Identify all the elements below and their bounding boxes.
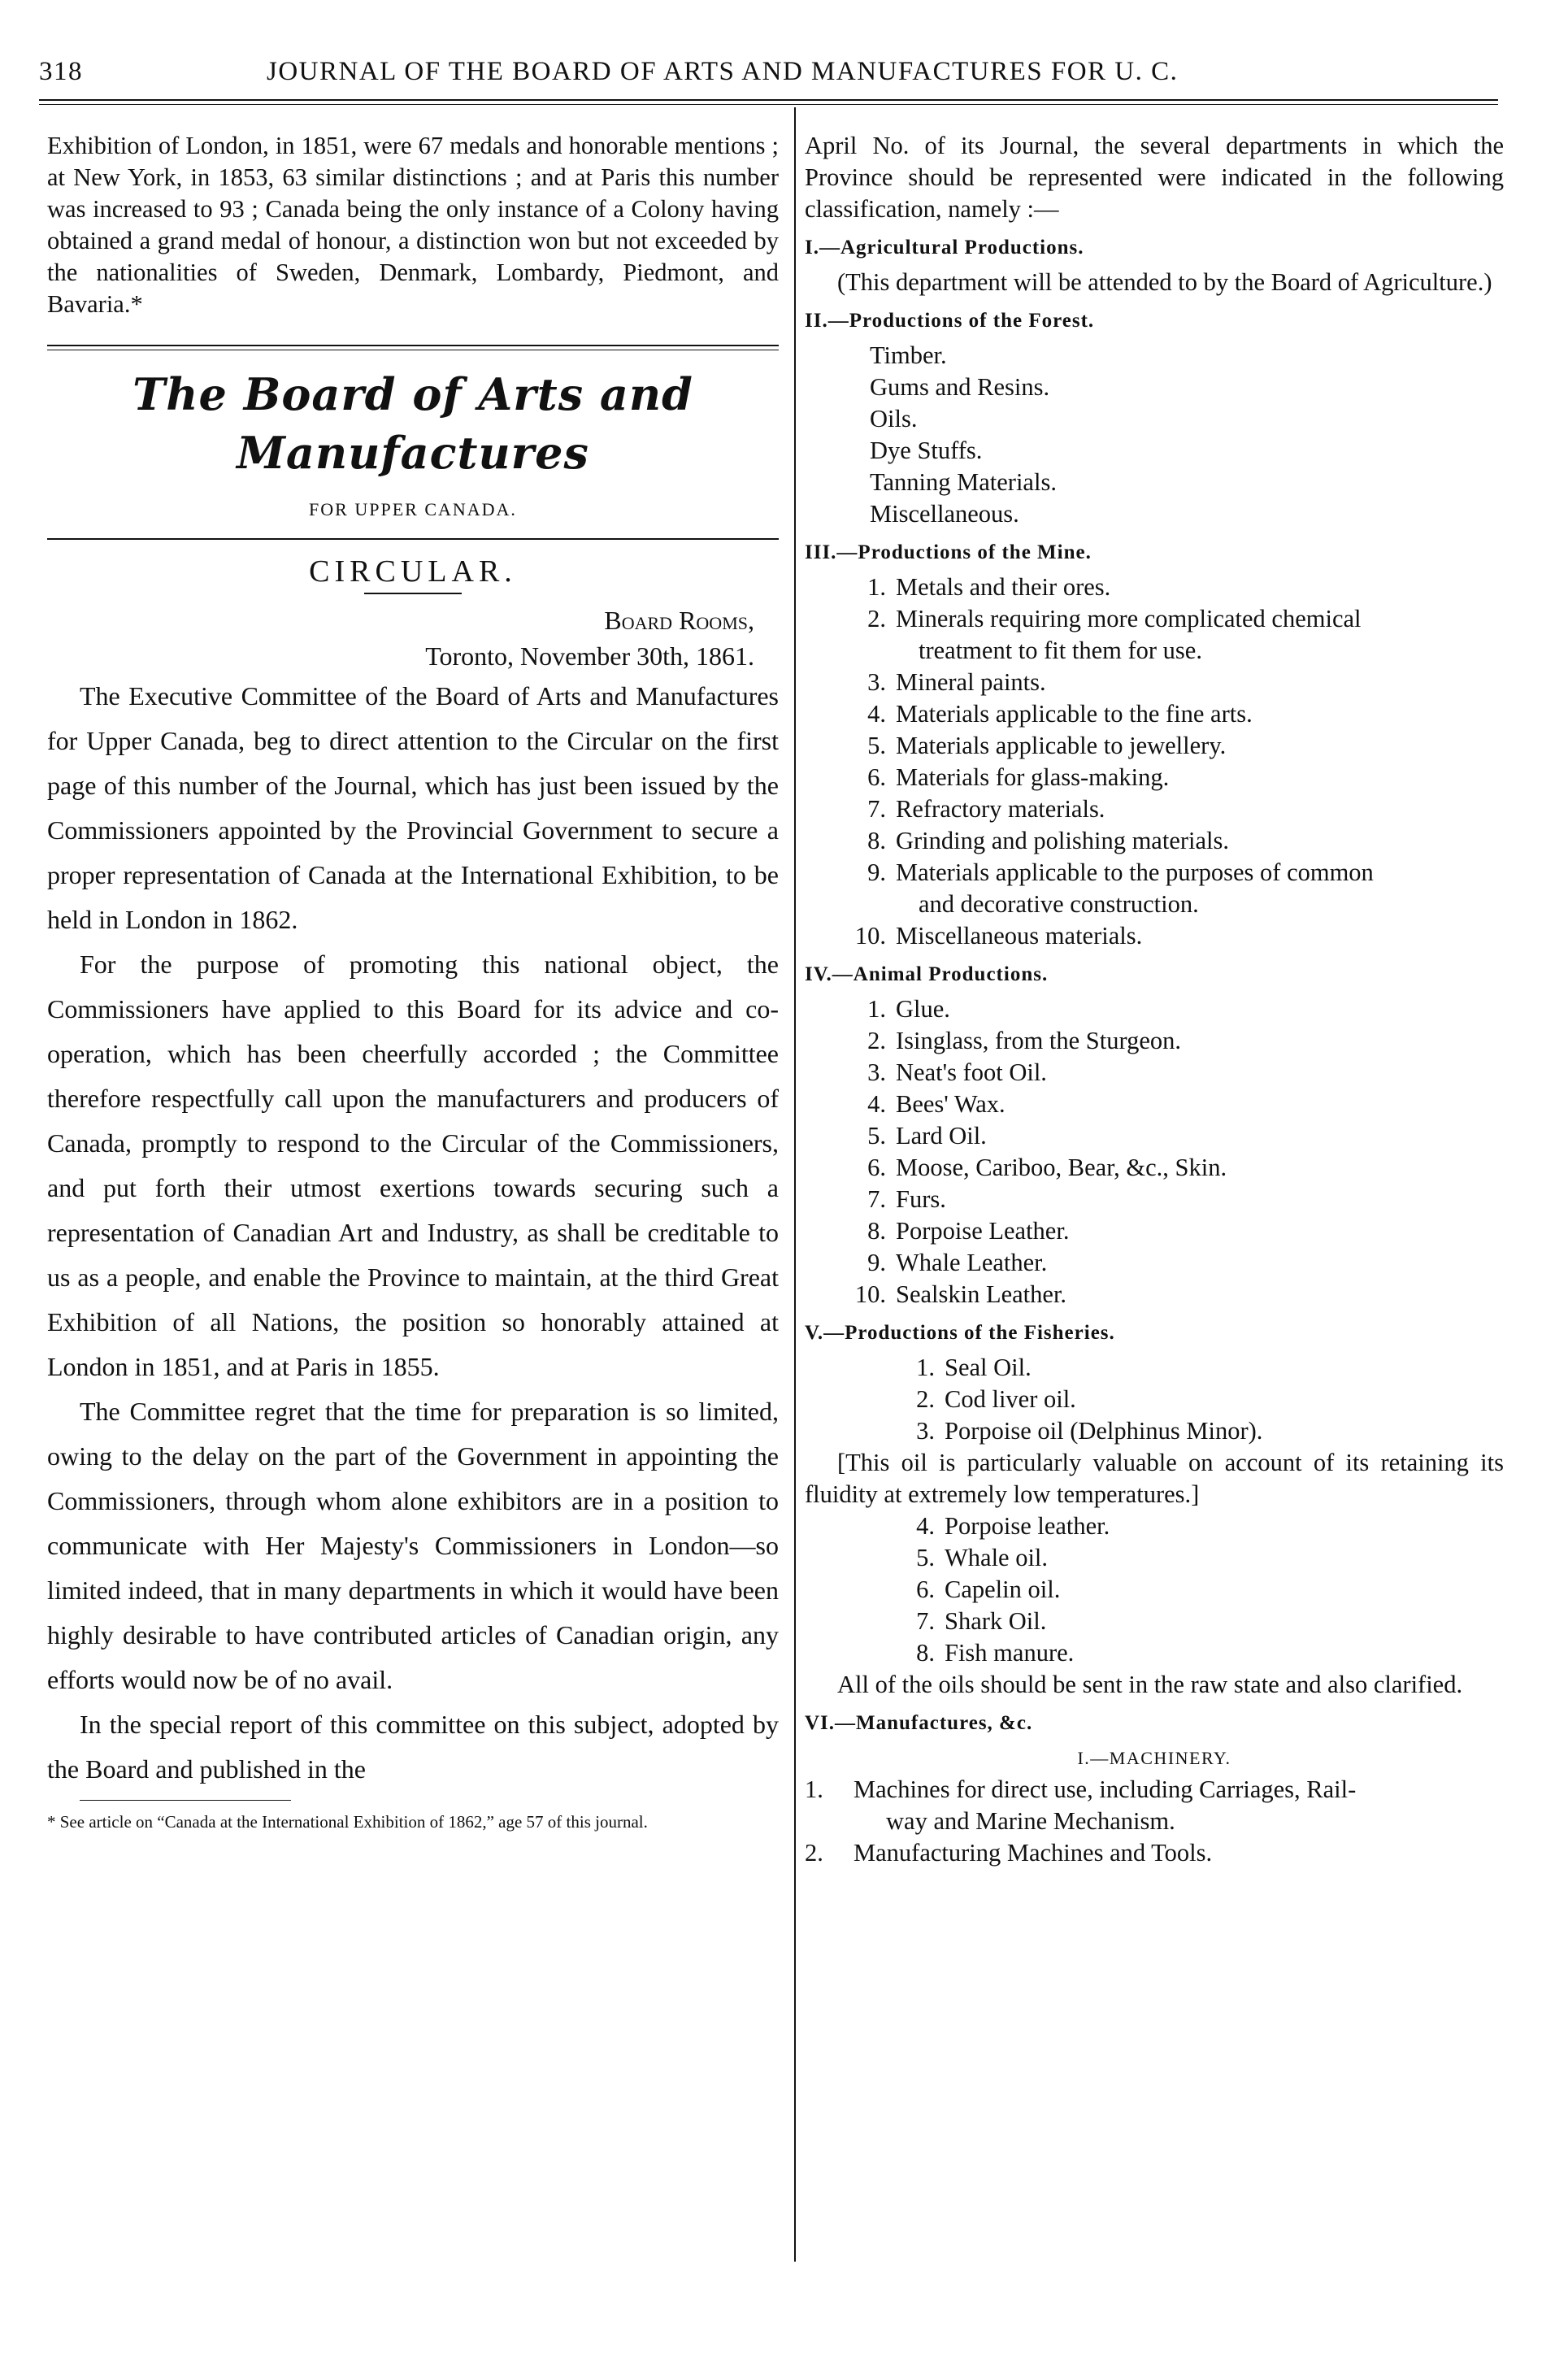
item-text: Manufacturing Machines and Tools. bbox=[853, 1839, 1213, 1867]
dept-5-list-b bbox=[805, 1510, 1504, 1669]
numbered-item bbox=[805, 1120, 1504, 1152]
numbered-item bbox=[805, 698, 1504, 730]
item-number: 1. bbox=[916, 1354, 935, 1381]
item-text: Neat's foot Oil. bbox=[896, 1058, 1047, 1086]
item-number: 7. bbox=[867, 795, 886, 823]
list-item: Gums and Resins. bbox=[870, 373, 1050, 401]
item-number: 3. bbox=[916, 1417, 935, 1445]
circular-rule bbox=[364, 593, 462, 594]
item-text: Metals and their ores. bbox=[896, 573, 1111, 601]
item-number: 4. bbox=[867, 1090, 886, 1118]
item-text: Isinglass, from the Sturgeon. bbox=[896, 1027, 1182, 1054]
numbered-item bbox=[805, 1247, 1504, 1279]
item-text: Machines for direct use, including Carriages, Rail- bbox=[853, 1775, 1357, 1803]
dept-3-heading: III.—Productions of the Mine. bbox=[805, 541, 1092, 563]
item-number: 1. bbox=[805, 1775, 823, 1803]
numbered-item bbox=[805, 1152, 1504, 1184]
item-continuation: treatment to fit them for use. bbox=[919, 637, 1202, 664]
numbered-item bbox=[805, 825, 1504, 857]
item-text: Glue. bbox=[896, 995, 950, 1023]
numbered-item bbox=[805, 1089, 1504, 1120]
item-number: 5. bbox=[867, 732, 886, 759]
numbered-item bbox=[805, 1384, 1504, 1415]
item-number: 3. bbox=[867, 1058, 886, 1086]
dept-1-heading: I.—Agricultural Productions. bbox=[805, 237, 1084, 259]
numbered-item bbox=[805, 572, 1504, 603]
item-number: 9. bbox=[867, 858, 886, 886]
item-text: Whale oil. bbox=[945, 1544, 1049, 1571]
numbered-item bbox=[805, 1415, 1504, 1447]
dept-3-list bbox=[805, 572, 1504, 952]
item-text: Cod liver oil. bbox=[945, 1385, 1076, 1413]
body-paragraph-4: In the special report of this committee on this subject, adopted by the Board and published in the bbox=[47, 1710, 779, 1784]
dept-5-note: [This oil is particularly valuable on account of its retaining its fluidity at extremely low temperatures.] bbox=[805, 1449, 1504, 1508]
page-header bbox=[39, 49, 1502, 94]
dept-4-list bbox=[805, 993, 1504, 1310]
item-number: 7. bbox=[867, 1185, 886, 1213]
item-text: Materials applicable to jewellery. bbox=[896, 732, 1227, 759]
item-text: Moose, Cariboo, Bear, &c., Skin. bbox=[896, 1154, 1227, 1181]
numbered-item bbox=[805, 1510, 1504, 1542]
item-number: 4. bbox=[916, 1512, 935, 1540]
item-number: 4. bbox=[867, 700, 886, 728]
dept-6-list bbox=[805, 1774, 1504, 1869]
column-divider bbox=[794, 107, 796, 2262]
dept-1-note: (This department will be attended to by the Board of Agriculture.) bbox=[837, 268, 1492, 296]
list-item: Timber. bbox=[870, 341, 947, 369]
classification-intro: April No. of its Journal, the several departments in which the Province should be represented were indicated in the following classification, namely :— bbox=[805, 132, 1504, 223]
dept-6-subheading: I.—MACHINERY. bbox=[1077, 1748, 1231, 1768]
numbered-item bbox=[805, 1279, 1504, 1310]
body-paragraph-3: The Committee regret that the time for preparation is so limited, owing to the delay on the part of the Government in appointing the Commissioners, through whom alone exhibitors are in a position to communicate with Her Majesty's Commissioners in London—so limited indeed, that in many departments in which it would have been highly desirable to have contributed articles of Canadian origin, any efforts would now be of no avail. bbox=[47, 1397, 779, 1694]
numbered-item bbox=[805, 1774, 1504, 1806]
numbered-item bbox=[805, 1215, 1504, 1247]
item-text: Whale Leather. bbox=[896, 1249, 1048, 1276]
item-number: 3. bbox=[867, 668, 886, 696]
item-number: 2. bbox=[867, 605, 886, 632]
numbered-item bbox=[805, 1574, 1504, 1606]
numbered-item bbox=[805, 857, 1504, 889]
dept-5-heading: V.—Productions of the Fisheries. bbox=[805, 1322, 1115, 1344]
numbered-item bbox=[805, 667, 1504, 698]
item-text: Seal Oil. bbox=[945, 1354, 1032, 1381]
item-number: 5. bbox=[916, 1544, 935, 1571]
masthead-bottom-rule bbox=[47, 538, 779, 540]
dateline-date: Toronto, November 30th, 1861. bbox=[425, 641, 754, 671]
intro-paragraph: Exhibition of London, in 1851, were 67 medals and honorable mentions ; at New York, in 1853, 63 similar distinctions ; and at Paris this number was increased to 93 ; Canada being the only instance of a Colony having obtained a grand medal of honour, a distinction won but not exceeded by the nationalities of Sweden, Denmark, Lombardy, Piedmont, and Bavaria.* bbox=[47, 132, 779, 318]
item-number: 9. bbox=[867, 1249, 886, 1276]
item-text: Fish manure. bbox=[945, 1639, 1075, 1667]
item-continuation: way and Marine Mechanism. bbox=[886, 1807, 1175, 1835]
list-item: Tanning Materials. bbox=[870, 468, 1057, 496]
numbered-item bbox=[805, 1057, 1504, 1089]
item-text: Mineral paints. bbox=[896, 668, 1046, 696]
list-item: Oils. bbox=[870, 405, 918, 432]
item-text: Refractory materials. bbox=[896, 795, 1105, 823]
numbered-item bbox=[805, 1606, 1504, 1637]
item-number: 6. bbox=[867, 1154, 886, 1181]
dept-2-heading: II.—Productions of the Forest. bbox=[805, 310, 1095, 332]
numbered-item bbox=[805, 762, 1504, 793]
item-text: Grinding and polishing materials. bbox=[896, 827, 1229, 854]
numbered-item bbox=[805, 603, 1504, 635]
dept-2-list bbox=[805, 340, 1504, 530]
numbered-item bbox=[805, 920, 1504, 952]
item-text: Materials applicable to the fine arts. bbox=[896, 700, 1253, 728]
item-text: Furs. bbox=[896, 1185, 946, 1213]
numbered-item bbox=[805, 1542, 1504, 1574]
numbered-item bbox=[805, 793, 1504, 825]
dept-5-list-a bbox=[805, 1352, 1504, 1447]
item-text: Miscellaneous materials. bbox=[896, 922, 1143, 950]
numbered-item bbox=[805, 1837, 1504, 1869]
item-text: Materials for glass-making. bbox=[896, 763, 1170, 791]
item-number: 8. bbox=[867, 1217, 886, 1245]
numbered-item bbox=[805, 1184, 1504, 1215]
page-number: 318 bbox=[39, 57, 83, 86]
list-item: Miscellaneous. bbox=[870, 500, 1019, 528]
numbered-item bbox=[805, 1352, 1504, 1384]
footnote-rule bbox=[80, 1800, 291, 1801]
item-text: Capelin oil. bbox=[945, 1575, 1061, 1603]
item-number: 1. bbox=[867, 573, 886, 601]
numbered-item bbox=[805, 730, 1504, 762]
footnote: * See article on “Canada at the International Exhibition of 1862,” age 57 of this journal. bbox=[47, 1812, 648, 1832]
numbered-item bbox=[805, 993, 1504, 1025]
circular-heading: CIRCULAR. bbox=[309, 554, 517, 589]
dept-5-footer: All of the oils should be sent in the raw state and also clarified. bbox=[837, 1671, 1463, 1698]
item-number: 10. bbox=[854, 922, 886, 950]
running-title: JOURNAL OF THE BOARD OF ARTS AND MANUFACTURES FOR U. C. bbox=[267, 57, 1179, 86]
right-column bbox=[805, 130, 1504, 1869]
item-number: 8. bbox=[867, 827, 886, 854]
item-number: 5. bbox=[867, 1122, 886, 1150]
item-text: Sealskin Leather. bbox=[896, 1280, 1067, 1308]
dept-6-heading: VI.—Manufactures, &c. bbox=[805, 1712, 1033, 1734]
list-item: Dye Stuffs. bbox=[870, 437, 983, 464]
item-number: 2. bbox=[916, 1385, 935, 1413]
item-number: 2. bbox=[867, 1027, 886, 1054]
item-text: Bees' Wax. bbox=[896, 1090, 1006, 1118]
body-paragraph-2: For the purpose of promoting this national object, the Commissioners have applied to this Board for its advice and co-operation, which has been cheerfully accorded ; the Committee therefore respectfully call upon the manufacturers and producers of Canada, promptly to respond to the Circular of the Commissioners, and put forth their utmost exertions towards securing such a representation of Canadian Art and Industry, as shall be creditable to us as a people, and enable the Province to maintain, at the third Great Exhibition of all Nations, the position so honorably attained at London in 1851, and at Paris in 1855. bbox=[47, 950, 779, 1381]
item-number: 7. bbox=[916, 1607, 935, 1635]
item-continuation: and decorative construction. bbox=[919, 890, 1199, 918]
item-text: Porpoise Leather. bbox=[896, 1217, 1070, 1245]
item-text: Lard Oil. bbox=[896, 1122, 987, 1150]
numbered-item bbox=[805, 1637, 1504, 1669]
left-column bbox=[47, 130, 779, 1832]
item-text: Shark Oil. bbox=[945, 1607, 1047, 1635]
dept-4-heading: IV.—Animal Productions. bbox=[805, 963, 1049, 985]
item-number: 6. bbox=[867, 763, 886, 791]
item-text: Minerals requiring more complicated chemical bbox=[896, 605, 1362, 632]
header-rule bbox=[39, 99, 1498, 101]
masthead-subtitle: FOR UPPER CANADA. bbox=[309, 499, 517, 519]
masthead-title: The Board of Arts and Manufactures bbox=[132, 368, 693, 479]
item-number: 10. bbox=[854, 1280, 886, 1308]
item-text: Porpoise leather. bbox=[945, 1512, 1110, 1540]
item-number: 6. bbox=[916, 1575, 935, 1603]
body-paragraph-1: The Executive Committee of the Board of Arts and Manufactures for Upper Canada, beg to direct attention to the Circular on the first page of this number of the Journal, which has just been issued by the Commissioners appointed by the Provincial Government to secure a proper representation of Canada at the International Exhibition, to be held in London in 1862. bbox=[47, 681, 779, 934]
masthead-rule bbox=[47, 345, 779, 350]
dateline-place: Board Rooms, bbox=[604, 606, 754, 635]
numbered-item bbox=[805, 1025, 1504, 1057]
header-rule-thin bbox=[39, 104, 1498, 105]
item-number: 2. bbox=[805, 1839, 823, 1867]
item-text: Porpoise oil (Delphinus Minor). bbox=[945, 1417, 1263, 1445]
item-number: 1. bbox=[867, 995, 886, 1023]
item-number: 8. bbox=[916, 1639, 935, 1667]
item-text: Materials applicable to the purposes of common bbox=[896, 858, 1374, 886]
